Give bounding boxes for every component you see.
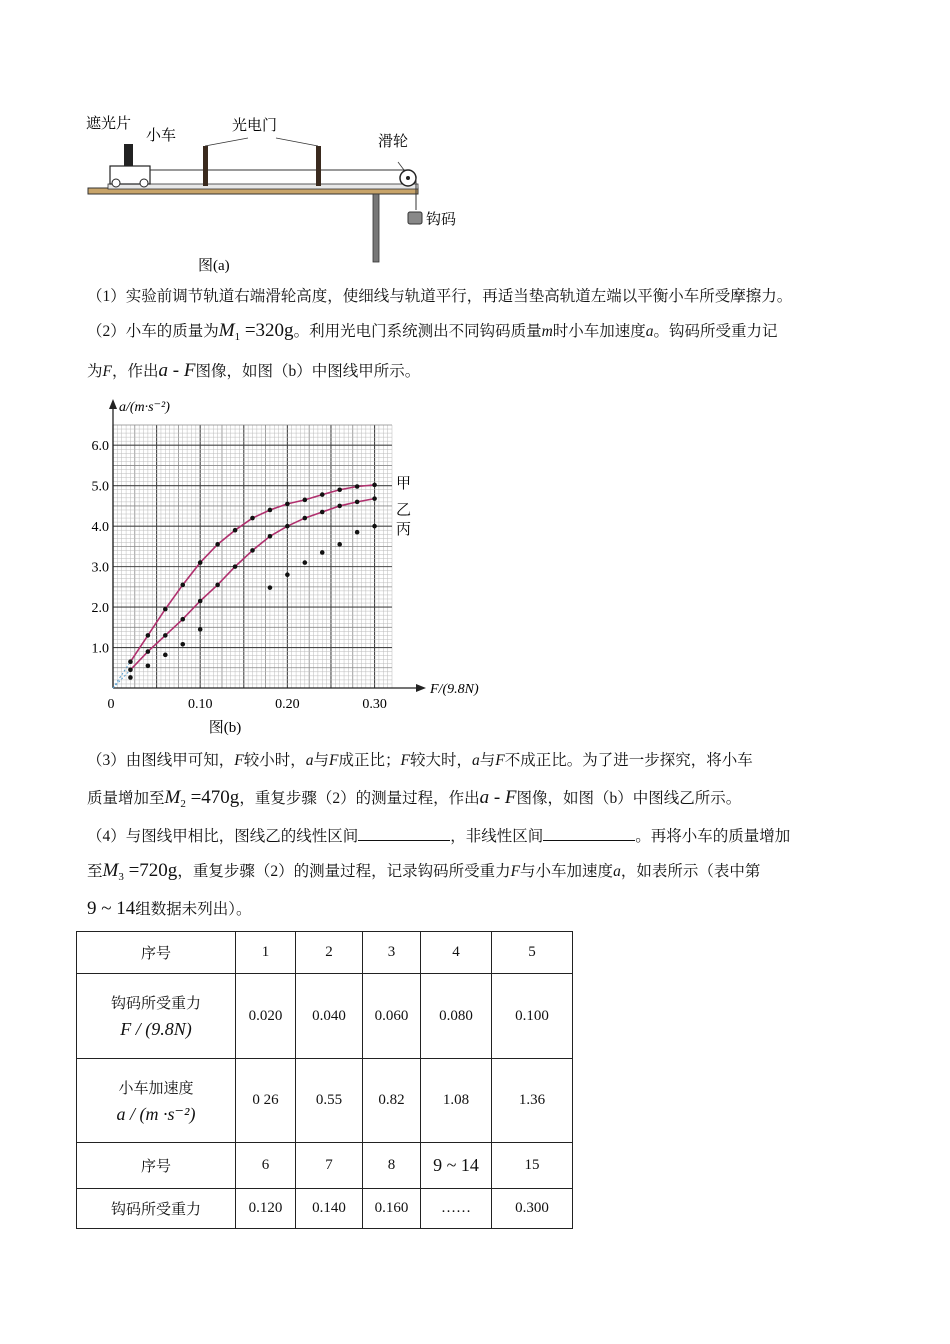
photogate-2: [316, 146, 321, 186]
data-point: [372, 524, 377, 529]
table-cell: 3: [363, 932, 421, 974]
data-point: [285, 502, 290, 507]
table-cell: 5: [492, 932, 573, 974]
table-row: [77, 974, 573, 1059]
table-cell: 0.300: [492, 1189, 573, 1229]
y-tick-label: 3.0: [91, 560, 109, 576]
x-axis-label: F/(9.8N): [430, 682, 479, 697]
data-point: [250, 516, 255, 521]
data-point: [372, 483, 377, 488]
data-point: [337, 542, 342, 547]
table-cell: 7: [296, 1143, 363, 1189]
paragraph-3-line-1: （3）由图线甲可知，F较小时，a与F成正比；F较大时，a与F不成正比。为了进一步探究，将小车: [87, 752, 753, 769]
data-point: [372, 496, 377, 501]
table-cell: 钩码所受重力: [77, 1189, 236, 1229]
unit-F: F / (9.8N): [120, 1019, 192, 1039]
hook-weight: [408, 212, 422, 224]
table-cell: 0.100: [492, 974, 573, 1059]
table-cell: 序号: [77, 932, 236, 974]
series-label: 丙: [396, 522, 412, 539]
x-tick-label: 0.20: [275, 697, 300, 712]
table-cell: 0.120: [236, 1189, 296, 1229]
photogate-1: [203, 146, 208, 186]
y-tick-label: 5.0: [91, 479, 109, 495]
table-cell: 15: [492, 1143, 573, 1189]
x-axis-arrow: [416, 684, 426, 692]
table-row: [77, 1059, 573, 1143]
table-cell: 9 ~ 14: [421, 1143, 492, 1189]
data-point: [128, 667, 133, 672]
label-shade: 遮光片: [86, 116, 132, 132]
label-pulley: 滑轮: [378, 134, 409, 150]
cart-wheel: [140, 179, 148, 187]
paragraph-4-line-3: 9 ~ 14组数据未列出）。: [87, 898, 252, 919]
data-point: [198, 599, 203, 604]
label-cart: 小车: [146, 128, 177, 144]
data-point: [146, 649, 151, 654]
y-tick-label: 2.0: [91, 601, 109, 617]
table-cell: 0.040: [296, 974, 363, 1059]
y-axis-label: a/(m·s⁻²): [119, 400, 170, 415]
data-point: [146, 663, 151, 668]
table-header-cell: 钩码所受重力 F / (9.8N): [77, 974, 236, 1059]
table-leg: [373, 194, 379, 262]
x-tick-label: 0.10: [187, 697, 213, 712]
series-label: 甲: [396, 475, 412, 492]
table-row: [77, 1189, 573, 1229]
acceleration-force-chart: [80, 392, 500, 742]
data-point: [303, 498, 308, 503]
y-tick-label: 6.0: [91, 439, 109, 455]
paragraph-1: （1）实验前调节轨道右端滑轮高度，使细线与轨道平行，再适当垫高轨道左端以平衡小车所受摩擦力。: [87, 288, 793, 305]
data-point: [320, 550, 325, 555]
table-cell: 0.55: [296, 1059, 363, 1143]
table-cell: 8: [363, 1143, 421, 1189]
table-cell: 1.08: [421, 1059, 492, 1143]
data-point: [180, 617, 185, 622]
figure-a-caption: 图(a): [198, 258, 230, 274]
data-point: [146, 633, 151, 638]
data-point: [180, 642, 185, 647]
y-tick-label: 1.0: [91, 641, 109, 657]
data-point: [320, 510, 325, 515]
table-row: [77, 1143, 573, 1189]
paragraph-2-line-1: （2）小车的质量为$M_1 =320g$。利用光电门系统测出不同钩码质量m时小车加速度a。钩码所受重力记: [87, 320, 778, 343]
label-weight: 钩码: [426, 212, 457, 228]
table-cell: 1.36: [492, 1059, 573, 1143]
data-point: [268, 534, 273, 539]
table-cell: ……: [421, 1189, 492, 1229]
data-point: [250, 548, 255, 553]
track-rail: [108, 184, 418, 189]
table-header-cell: 小车加速度 a / (m ·s⁻²): [77, 1059, 236, 1143]
data-point: [285, 572, 290, 577]
data-point: [233, 528, 238, 533]
data-point: [163, 607, 168, 612]
answer-blank-1[interactable]: [358, 826, 450, 841]
paragraph-2-line-2: 为F，作出a - F图像，如图（b）中图线甲所示。: [87, 360, 421, 381]
table-row: [77, 932, 573, 974]
figure-b-caption: 图(b): [208, 720, 242, 736]
table-cell: 0.060: [363, 974, 421, 1059]
data-point: [337, 504, 342, 509]
answer-blank-2[interactable]: [543, 826, 635, 841]
data-point: [163, 653, 168, 658]
table-cell: 1: [236, 932, 296, 974]
data-point: [268, 585, 273, 590]
data-point: [198, 627, 203, 632]
series-label: 乙: [396, 502, 412, 519]
data-point: [128, 659, 133, 664]
table-cell: 0.080: [421, 974, 492, 1059]
data-point: [320, 492, 325, 497]
data-point: [285, 524, 290, 529]
table-cell: 序号: [77, 1143, 236, 1189]
table-cell: 2: [296, 932, 363, 974]
data-point: [303, 560, 308, 565]
data-point: [233, 564, 238, 569]
table-cell: 0.140: [296, 1189, 363, 1229]
table-cell: 0 26: [236, 1059, 296, 1143]
data-point: [355, 484, 360, 489]
cart-wheel: [112, 179, 120, 187]
data-point: [303, 516, 308, 521]
label-photogate: 光电门: [232, 118, 278, 134]
table-cell: 0.160: [363, 1189, 421, 1229]
data-point: [198, 560, 203, 565]
shade-plate: [124, 144, 133, 166]
data-point: [268, 508, 273, 513]
data-point: [180, 583, 185, 588]
unit-a: a / (m ·s⁻²): [116, 1103, 196, 1124]
apparatus-figure: [80, 108, 480, 278]
x-tick-label: 0.30: [362, 697, 387, 712]
data-point: [128, 675, 133, 680]
y-axis-arrow: [109, 399, 117, 409]
data-point: [337, 487, 342, 492]
data-point: [163, 633, 168, 638]
data-point: [355, 530, 360, 535]
y-tick-label: 4.0: [91, 520, 109, 536]
table-cell: 0.82: [363, 1059, 421, 1143]
paragraph-4-line-2: 至$M_3 =720g$，重复步骤（2）的测量过程，记录钩码所受重力F与小车加速度a，如表所示（表中第: [87, 860, 761, 883]
data-point: [355, 500, 360, 505]
data-point: [215, 583, 220, 588]
data-point: [215, 542, 220, 547]
table-cell: 6: [236, 1143, 296, 1189]
table-cell: 4: [421, 932, 492, 974]
paragraph-4-line-1: （4）与图线甲相比，图线乙的线性区间 ，非线性区间 。再将小车的质量增加: [87, 828, 791, 845]
paragraph-3-line-2: 质量增加至$M_2 =470g$，重复步骤（2）的测量过程，作出a - F图像，如图（b）中图线乙所示。: [87, 787, 742, 810]
origin-label: 0: [107, 697, 115, 712]
data-table: [76, 931, 573, 1229]
table-cell: 0.020: [236, 974, 296, 1059]
